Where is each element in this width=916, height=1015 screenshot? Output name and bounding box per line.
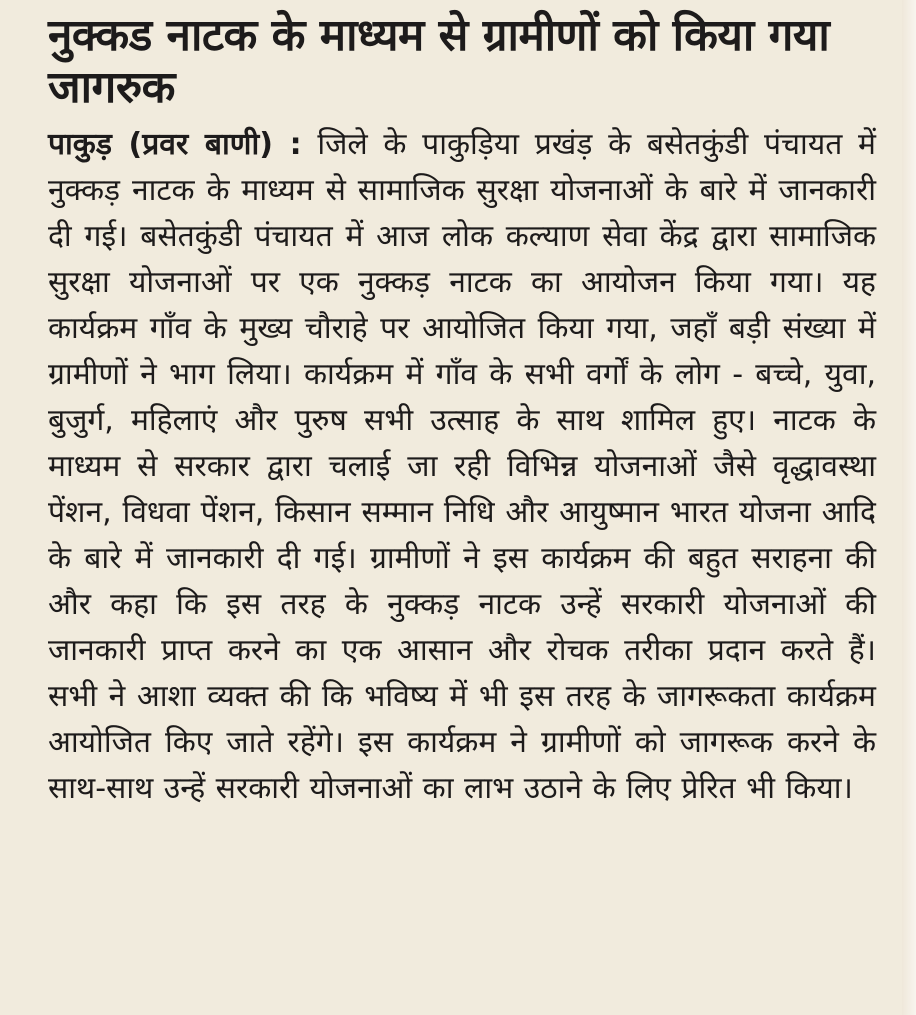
page-edge bbox=[902, 0, 916, 1015]
article-headline: नुक्कड नाटक के माध्यम से ग्रामीणों को किया गया जागरुक bbox=[48, 10, 830, 113]
article-body bbox=[48, 122, 876, 812]
article-text: जिले के पाकुड़िया प्रखंड़ के बसेतकुंडी पंचायत में नुक्कड़ नाटक के माध्यम से सामाजिक सुरक्षा योजनाओं के बारे में जानकारी दी गई। बसेतकुंडी पंचायत में आज लोक कल्याण सेवा केंद्र द्वारा सामाजिक सुरक्षा योजनाओं पर एक नुक्कड़ नाटक का आयोजन किया गया। यह कार्यक्रम गाँव के मुख्य चौराहे पर आयोजित किया गया, जहाँ बड़ी संख्या में ग्रामीणों ने भाग लिया। कार्यक्रम में गाँव के सभी वर्गों के लोग - बच्चे, युवा, बुजुर्ग, महिलाएं और पुरुष सभी उत्साह के साथ शामिल हुए। नाटक के माध्यम से सरकार द्वारा चलाई जा रही विभिन्न योजनाओं जैसे वृद्धावस्था पेंशन, विधवा पेंशन, किसान सम्मान निधि और आयुष्मान भारत योजना आदि के बारे में जानकारी दी गई। ग्रामीणों ने इस कार्यक्रम की बहुत सराहना की और कहा कि इस तरह के नुक्कड़ नाटक उन्हें सरकारी योजनाओं की जानकारी प्राप्त करने का एक आसान और रोचक तरीका प्रदान करते हैं। सभी ने आशा व्यक्त की कि भविष्य में भी इस तरह के जागरूकता कार्यक्रम आयोजित किए जाते रहेंगे। इस कार्यक्रम ने ग्रामीणों को जागरूक करने के साथ-साथ उन्हें सरकारी योजनाओं का लाभ उठाने के लिए प्रेरित भी किया। bbox=[48, 127, 876, 806]
article-dateline: पाकुड़ (प्रवर बाणी) : bbox=[48, 127, 302, 162]
